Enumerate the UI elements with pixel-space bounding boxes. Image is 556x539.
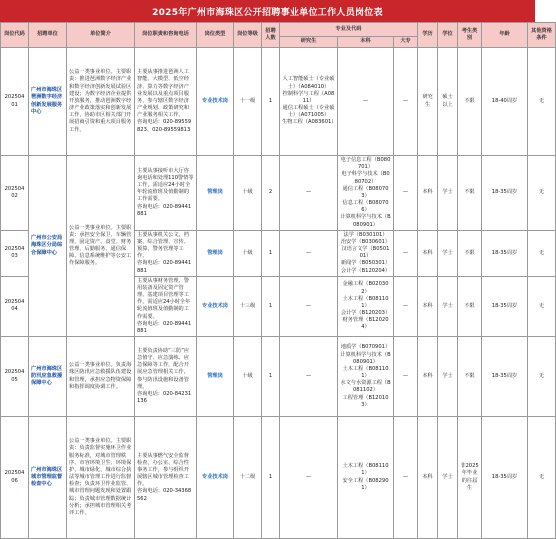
position-type: 管理岗	[197, 156, 234, 231]
major-college: —	[394, 276, 418, 336]
unit-name: 广州市海珠区防汛应急救援保障中心	[29, 337, 67, 417]
job-duties	[135, 417, 197, 539]
major-item: 通信工程硕士（专业硕士）（A071005）	[282, 105, 335, 119]
header-other: 其他资格条件	[528, 23, 556, 48]
job-code: 20250403	[1, 230, 29, 276]
major-postgrad	[280, 48, 338, 156]
unit-name: 广州市公安局海珠区分局综合保障中心	[29, 156, 67, 337]
table-row	[1, 337, 556, 417]
job-code: 20250402	[1, 156, 29, 231]
major-bachelor	[338, 156, 394, 231]
duties-text: 主要从事接听市大厅咨询电话和处理110警情等工作，需适应24小时全年轮流值班及值勤制的工作需要。	[137, 167, 194, 203]
header-row	[1, 23, 556, 37]
job-code: 20250404	[1, 276, 29, 336]
other-requirements: 无	[528, 156, 556, 231]
hire-count: 1	[262, 48, 280, 156]
major-postgrad: —	[280, 156, 338, 231]
major-item: 会计学（B120204）	[340, 267, 391, 274]
major-item: 计算机科学与技术（B080901）	[340, 214, 391, 228]
age-range: 18-35周岁	[482, 337, 528, 417]
unit-profile: 公益一类事业单位。主要职责：负责监督实施环卫作业服务标准，对城市管理秩序、市容环境卫生、环境保护、城市绿化、城市综合执法等城市管理工作进行监督检查；负责环卫作业监管、城市管理问题发现和处置跟踪；负责城市管理数据统计分析；承担城市管理相关考评工作。	[67, 417, 135, 539]
hire-count: 1	[262, 276, 280, 336]
job-duties	[135, 156, 197, 231]
consult-phone: 咨询电话：020-89441881	[137, 203, 192, 217]
position-type: 专业技术岗	[197, 417, 234, 539]
major-item: 金融工程（B020302）	[342, 281, 389, 295]
header-unit: 招聘单位	[29, 23, 67, 48]
major-item: 电子科学与技术（B080702）	[341, 171, 390, 185]
education: 本科	[418, 337, 438, 417]
major-item: 法学（B030101）	[343, 231, 388, 238]
job-code: 20250401	[1, 48, 29, 156]
hire-count: 1	[262, 337, 280, 417]
age-range: 18-35周岁	[482, 156, 528, 231]
unit-profile: 公益一类事业单位。主要职责：推进琶洲数字经济产业和数字经济创新发展试验区建设；为数字经济企业提供开放服务，推动琶洲数字经济产业政策落实和创新发展工作，协助市区相关部门开展招商引资和重大项目服务工作。	[67, 48, 135, 156]
major-item: 电子信息工程（B080701）	[340, 157, 391, 171]
duties-text: 主要负责协助“三防”应急值守、应急演练、应急保障等工作，配合开展应急管理相关工作，参与防汛设施和设备管理。	[137, 347, 190, 390]
major-postgrad: —	[280, 230, 338, 276]
other-requirements: 无	[528, 337, 556, 417]
header-major-postgrad: 研究生	[280, 37, 338, 48]
degree: 学士	[438, 337, 458, 417]
degree: 硕士以上	[438, 48, 458, 156]
age-range: 18-35周岁	[482, 230, 528, 276]
major-college: —	[394, 156, 418, 231]
duties-text: 主要从事财务管理、警用装备及固定资产管理、基建项目管理等工作，需适应24小时全年轮流值班及值勤制的工作需要。	[137, 277, 191, 320]
header-major-college: 大专	[394, 37, 418, 48]
major-item: 计算机科学与技术（B080901）	[340, 351, 391, 365]
consult-phone: 咨询电话：020-89559823、020-89559813	[137, 119, 192, 133]
job-code: 20250405	[1, 337, 29, 417]
major-postgrad: —	[280, 417, 338, 539]
duties-text: 主要从事燃气安全监督检查，办公室、综合性事务工作，参与组织开展辖区城市管理检查工作。	[137, 452, 189, 488]
major-item: 土木工程（B081101）	[342, 365, 389, 380]
table-row	[1, 156, 556, 231]
major-bachelor	[338, 417, 394, 539]
major-item: 水文与水资源工程（B081102）	[340, 380, 391, 394]
major-item: 土木工程（B081101）	[342, 463, 389, 477]
header-age: 年龄	[482, 23, 528, 48]
education: 本科	[418, 417, 438, 539]
other-requirements: 无	[528, 48, 556, 156]
duties-text: 主要从事机关公文、档案、综合管理、宣传、预算、警务管理等工作。	[137, 231, 189, 260]
major-college: —	[394, 417, 418, 539]
unit-profile: 公益一类事业单位。主要职责：承担安全保卫、车辆管理、固定资产、食堂、财务管理、后勤服务、通信保障、信息系统维护等公安工作保障服务。	[67, 156, 135, 337]
job-table	[0, 22, 556, 539]
hire-count: 2	[262, 156, 280, 231]
consult-phone: 咨询电话：020-89441881	[137, 320, 192, 334]
job-duties	[135, 230, 197, 276]
major-item: 工程管理（B120103）	[342, 394, 389, 408]
header-degree: 学位	[438, 23, 458, 48]
header-type: 岗位类型	[197, 23, 234, 48]
unit-profile: 公益一类事业单位。负责海珠区防汛应急救援队伍建设和管理，承担应急物资保障和指挥调度协调工作。	[67, 337, 135, 417]
candidate-category: 不限	[458, 337, 482, 417]
candidate-category: 非2025年毕业的往届生	[458, 417, 482, 539]
other-requirements: 无	[528, 230, 556, 276]
position-type: 管理岗	[197, 230, 234, 276]
unit-name: 广州市海珠区琶洲数字经济创新发展服务中心	[29, 48, 67, 156]
major-item: 生物工程（A083601）	[282, 119, 337, 126]
consult-phone: 咨询电话：020-34368562	[137, 488, 192, 502]
table-row	[1, 48, 556, 156]
candidate-category: 不限	[458, 156, 482, 231]
major-bachelor	[338, 276, 394, 336]
major-postgrad: —	[280, 276, 338, 336]
header-unit-profile: 单位简介	[67, 23, 135, 48]
degree: 学士	[438, 417, 458, 539]
degree: 学士	[438, 156, 458, 231]
major-item: 新闻学（B050301）	[340, 260, 391, 267]
major-bachelor	[338, 337, 394, 417]
major-college: —	[394, 48, 418, 156]
position-level: 十二级	[234, 417, 262, 539]
position-level: 十级	[234, 337, 262, 417]
degree: 学士	[438, 276, 458, 336]
candidate-category: 不限	[458, 48, 482, 156]
other-requirements: 无	[528, 417, 556, 539]
position-level: 十级	[234, 230, 262, 276]
major-item: 控制科学与工程（A0811）	[282, 90, 335, 104]
major-item: 人工智能硕士（专业硕士）（A084010）	[282, 76, 335, 90]
table-row	[1, 417, 556, 539]
header-count: 招聘人数	[262, 23, 280, 48]
age-range: 18-35周岁	[482, 417, 528, 539]
candidate-category: 不限	[458, 230, 482, 276]
header-major: 专业及代码	[280, 23, 418, 37]
degree: 学士	[438, 230, 458, 276]
header-major-bachelor: 本科	[338, 37, 394, 48]
job-code: 20250406	[1, 417, 29, 539]
job-duties	[135, 48, 197, 156]
position-type: 管理岗	[197, 337, 234, 417]
major-bachelor	[338, 230, 394, 276]
major-postgrad: —	[280, 337, 338, 417]
candidate-category: 不限	[458, 276, 482, 336]
consult-phone: 咨询电话：020-84231136	[137, 390, 192, 405]
major-bachelor: —	[338, 48, 394, 156]
position-type: 专业技术岗	[197, 276, 234, 336]
hire-count: 1	[262, 417, 280, 539]
unit-name: 广州市海珠区城市管理监督检查中心	[29, 417, 67, 539]
position-level: 十一级	[234, 48, 262, 156]
position-level: 十级	[234, 156, 262, 231]
position-type: 专业技术岗	[197, 48, 234, 156]
major-item: 信息工程（B080706）	[342, 200, 389, 214]
major-item: 地质学（B070901）	[340, 344, 391, 351]
major-college: —	[394, 337, 418, 417]
hire-count: 1	[262, 230, 280, 276]
major-item: 会计学（B120203）	[340, 310, 391, 317]
duties-text: 主要从事推进琶洲人工智能、大模型、低空经济、算力等数字经济产业发展以及重点项目服务，参与辖区数字经济产业规划、政策研究和产业服务相关工作。	[137, 69, 189, 119]
job-duties	[135, 276, 197, 336]
education: 本科	[418, 230, 438, 276]
page-title: 2025年广州市海珠区公开招聘事业单位工作人员岗位表	[0, 0, 535, 22]
age-range: 18-40周岁	[482, 48, 528, 156]
major-item: 财务管理（B120204）	[342, 317, 389, 331]
education: 研究生	[418, 48, 438, 156]
header-category: 考生类别	[458, 23, 482, 48]
major-item: 通信工程（B080703）	[342, 185, 389, 199]
job-duties	[135, 337, 197, 417]
age-range: 18-35周岁	[482, 276, 528, 336]
position-level: 十三级	[234, 276, 262, 336]
consult-phone: 咨询电话：020-89441881	[137, 260, 192, 274]
header-duties: 岗位职责和咨询电话	[135, 23, 197, 48]
major-item: 治安学（B030601）	[340, 238, 391, 245]
header-code: 岗位代码	[1, 23, 29, 48]
major-college: —	[394, 230, 418, 276]
education: 本科	[418, 156, 438, 231]
education: 本科	[418, 276, 438, 336]
other-requirements: 无	[528, 276, 556, 336]
major-item: 安全工程（B082901）	[342, 477, 389, 491]
header-level: 岗位等级	[234, 23, 262, 48]
major-item: 土木工程（B081101）	[342, 295, 389, 309]
header-education: 学历	[418, 23, 438, 48]
major-item: 汉语言文学（B050101）	[341, 246, 390, 260]
